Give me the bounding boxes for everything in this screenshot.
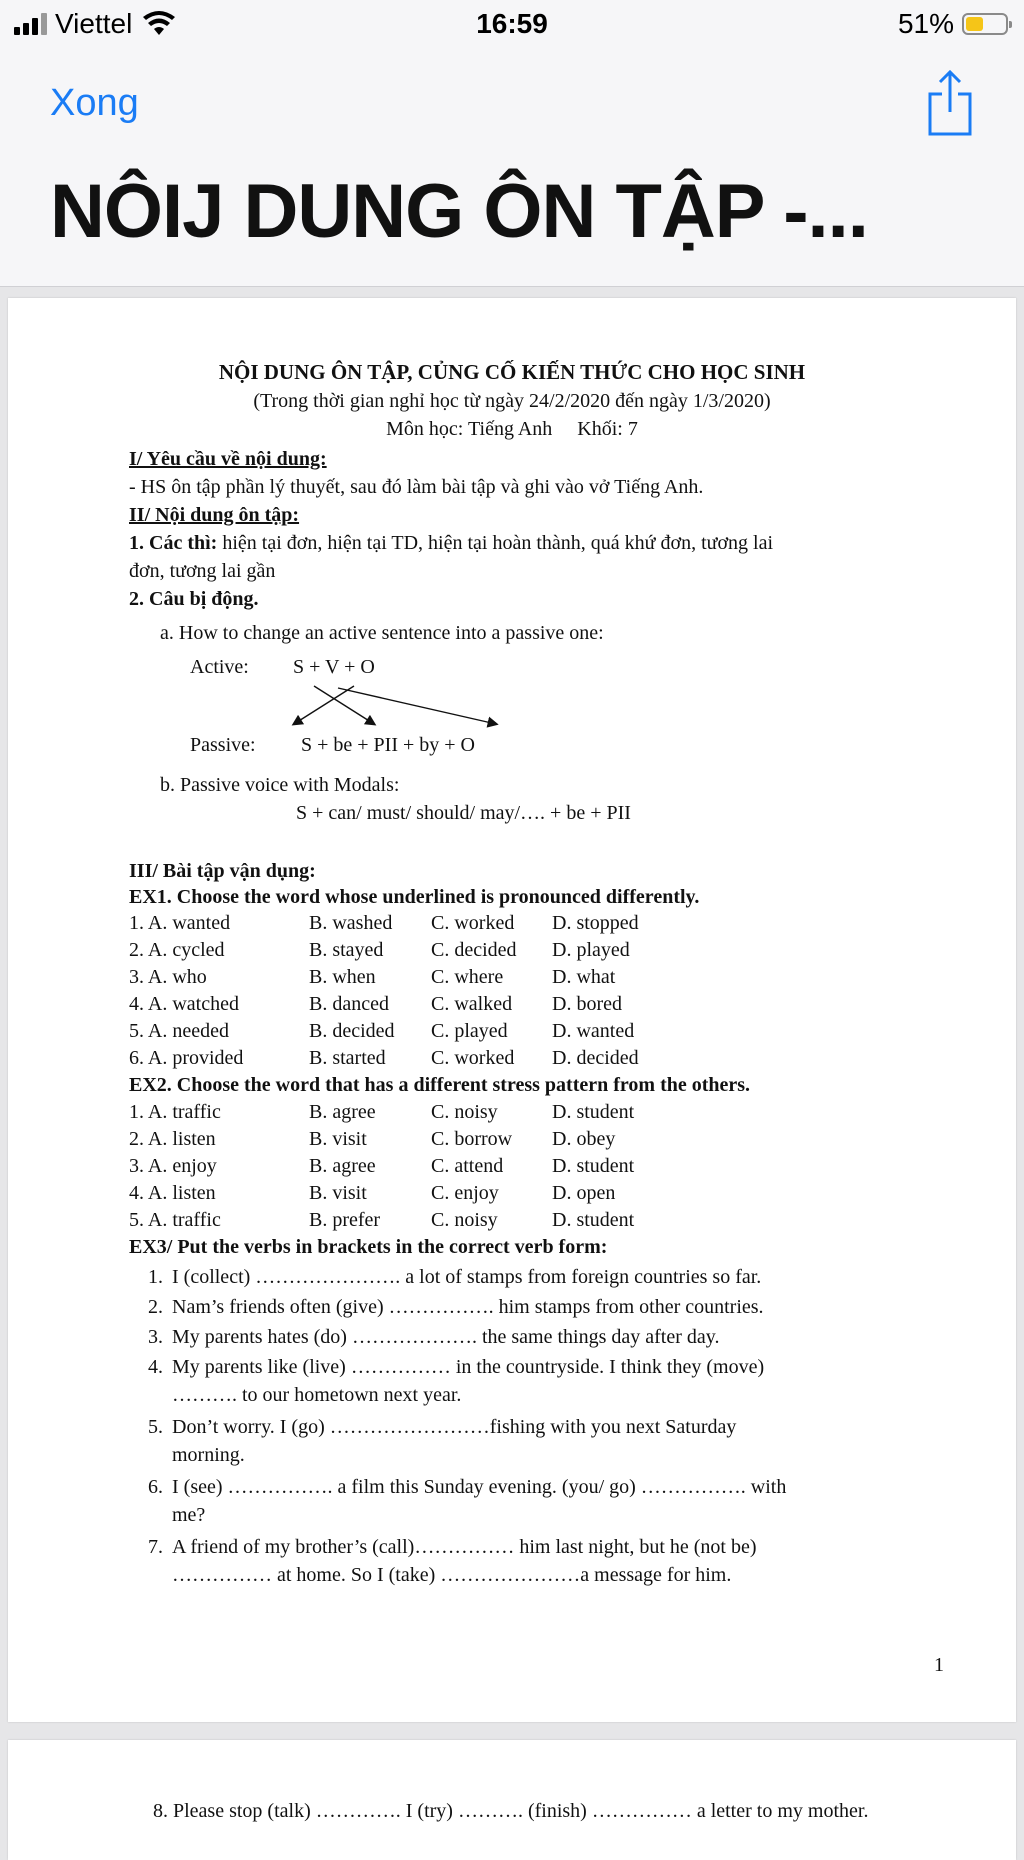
section-2-heading: II/ Nội dung ôn tập: xyxy=(129,504,300,526)
item-2-label: 2. Câu bị động. xyxy=(129,588,259,610)
status-bar xyxy=(0,0,1024,50)
passive-arrows-diagram xyxy=(288,682,508,732)
active-formula: S + V + O xyxy=(293,656,375,678)
item-1-text-cont: đơn, tương lai gần xyxy=(129,560,276,582)
battery-percent: 51% xyxy=(897,8,954,39)
ex2-heading: EX2. Choose the word that has a different stress pattern from the others. xyxy=(129,1074,751,1096)
item-1-text: hiện tại đơn, hiện tại TD, hiện tại hoàn thành, quá khứ đơn, tương lai xyxy=(217,532,774,554)
clock: 16:59 xyxy=(476,8,548,39)
doc-title: NỘI DUNG ÔN TẬP, CỦNG CỐ KIẾN THỨC CHO HỌC SINH xyxy=(218,360,806,384)
navigation-bar xyxy=(0,50,1024,287)
ex3-heading: EX3/ Put the verbs in brackets in the correct verb form: xyxy=(129,1236,608,1258)
document-page-2[interactable] xyxy=(8,1740,1016,1860)
section-3-heading: III/ Bài tập vận dụng: xyxy=(129,860,316,882)
section-1-text: - HS ôn tập phần lý thuyết, sau đó làm bài tập và ghi vào vở Tiếng Anh. xyxy=(129,476,704,498)
status-right xyxy=(898,8,1008,40)
share-icon[interactable] xyxy=(922,68,978,138)
battery-icon xyxy=(962,13,1008,35)
section-1-heading: I/ Yêu cầu về nội dung: xyxy=(129,448,327,470)
done-button[interactable]: Xong xyxy=(50,82,139,124)
page-number: 1 xyxy=(934,1654,944,1676)
passive-formula: S + be + PII + by + O xyxy=(301,734,476,756)
ex3-item-8: 8. Please stop (talk) …………. I (try) ………. (finish) …………… a letter to my mother. xyxy=(153,1800,869,1822)
passive-label: Passive: xyxy=(190,734,256,756)
doc-subject: Môn học: Tiếng Anh Khối: 7 xyxy=(386,418,638,440)
carrier-label: Viettel xyxy=(55,8,133,39)
page-title: NÔIJ DUNG ÔN TẬP -... xyxy=(50,169,868,254)
passive-a: a. How to change an active sentence into a passive one: xyxy=(160,622,604,644)
modals-formula: S + can/ must/ should/ may/…. + be + PII xyxy=(296,802,631,824)
item-1 xyxy=(129,532,773,555)
active-label: Active: xyxy=(190,656,249,678)
doc-subtitle: (Trong thời gian nghỉ học từ ngày 24/2/2020 đến ngày 1/3/2020) xyxy=(253,390,771,412)
item-1-label: 1. Các thì: xyxy=(129,532,218,554)
document-page-1[interactable]: NỘI DUNG ÔN TẬP, CỦNG CỐ KIẾN THỨC CHO HỌC SINH (Trong thời gian nghỉ học từ ngày 24/2/2020 đến ngày 1/3/2020) Môn học: Tiếng Anh Khối: 7 I/ Yêu cầu về nội dung: - HS ôn tập phần lý thuyết, sau đó làm bài tập và ghi vào vở Tiếng Anh. II/ Nội dung ôn tập: 1. Các thì: hiện tại đơn, hiện tại TD, hiện tại hoàn thành, quá khứ đơn, tương lai đơn, tương lai gần 2. Câu bị động. a. How to change an active sentence into a passive one: Active: S + V + O Passive: S + be + PII + by + O b. Passive voice with Modals: S + can/ must/ should/ may/…. + be + PII III/ Bài tập vận dụng: EX1. Choose the word whose underlined is pronounced differently. 1. A. wanted B. washed C. worked D. stopped 2. A. cycled B. stayed C. decided D. played 3. A. who B. when C. where D. what 4. A. watched B. danced C. walked D. bored 5. A. needed B. decided C. played D. wanted 6. A. provided B. started C. worked D. decided EX2. Choose the word that has a different stress pattern from the others. 1. A. traffic B. agree C. noisy D. student 2. A. listen B. visit C. borrow D. obey 3. A. enjoy B. agree C. attend D. student 4. A. listen B. visit C. enjoy D. open 5. A. traffic B. prefer C. noisy D. student EX3/ Put the verbs in brackets in the correct verb form: 1. I (collect) …………………. a lot of stamps from foreign countries so far. 2. Nam’s friends often (give) ……………. him stamps from other countries. 3. My parents hates (do) ………………. the same things day after day. 4. My parents like (live) …………… in the countryside. I think they (move) ………. to our hometown next year. 5. Don’t worry. I (go) ……………………fishing with you next Saturday morning. 6. I (see) ……………. a film this Sunday evening. (you/ go) ……………. with me? 7. A friend of my brother’s (call)…………… him last night, but he (not be) …………… at home. So I (take) …………………a message for him. 1 xyxy=(8,298,1016,1722)
passive-b: b. Passive voice with Modals: xyxy=(160,774,400,796)
ex1-heading: EX1. Choose the word whose underlined is pronounced differently. xyxy=(129,886,700,908)
